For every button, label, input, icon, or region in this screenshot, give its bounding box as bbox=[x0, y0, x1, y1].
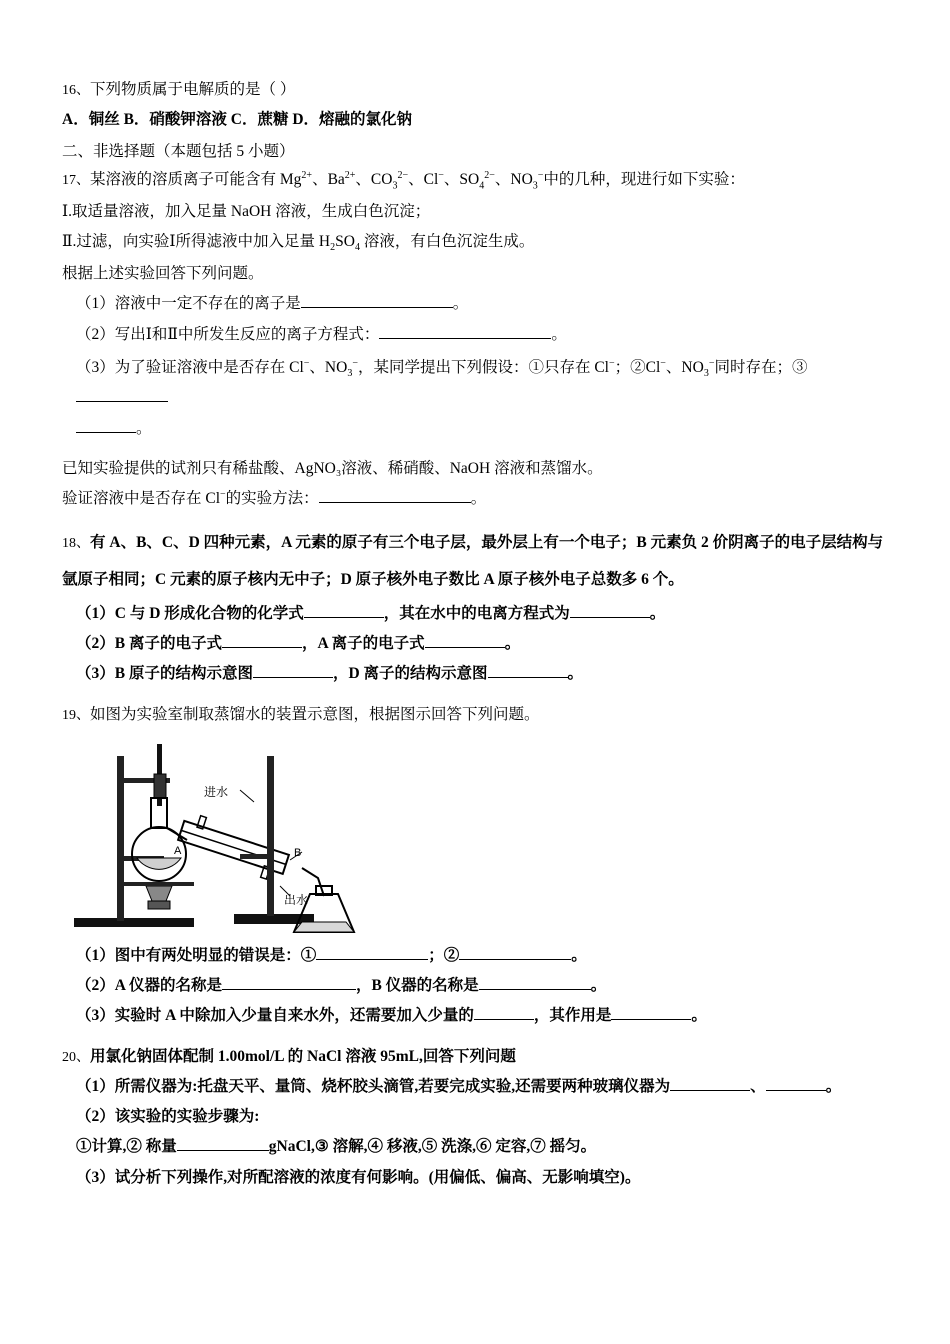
q17-stem-f: 、NO bbox=[494, 170, 533, 188]
q17-sub-no3c: 3 bbox=[703, 367, 709, 379]
answer-blank[interactable] bbox=[304, 617, 384, 618]
q20-item1-a: （1）所需仪器为:托盘天平、量筒、烧杯胶头滴管,若要完成实验,还需要两种玻璃仪器为 bbox=[76, 1077, 671, 1095]
q17-item3-d: ；②Cl bbox=[614, 358, 661, 376]
answer-blank[interactable] bbox=[425, 647, 505, 648]
q17-item3-e: 、NO bbox=[665, 358, 704, 376]
answer-blank[interactable] bbox=[611, 1019, 691, 1020]
q17-item4-end: 。 bbox=[470, 490, 487, 508]
q19-item2-a: （2）A 仪器的名称是 bbox=[76, 977, 222, 995]
q17-sub-so4b: 4 bbox=[354, 242, 360, 254]
q16-stem: 下列物质属于电解质的是（ ） bbox=[90, 81, 296, 98]
q17-stem-d: 、Cl bbox=[408, 170, 439, 188]
q17-item1-end: 。 bbox=[452, 295, 469, 313]
answer-blank[interactable] bbox=[670, 1090, 750, 1091]
answer-blank[interactable] bbox=[177, 1150, 269, 1151]
q18-stem-1: 有 A、B、C、D 四种元素，A 元素的原子有三个电子层，最外层上有一个电子；B 元素负 2 价阴离子的电子层结构与 bbox=[90, 533, 884, 551]
q17-item3-b: 、NO bbox=[309, 358, 348, 376]
q17-sup-cl4: − bbox=[660, 357, 666, 369]
question-19 bbox=[62, 703, 894, 1028]
q18-stem-line1 bbox=[62, 528, 894, 558]
q17-sup-cl2: − bbox=[303, 357, 310, 369]
q17-sup-cl5: − bbox=[220, 489, 226, 501]
q17-item3-line bbox=[76, 353, 894, 444]
q17-sub-no3: 3 bbox=[532, 179, 538, 191]
q20-stem: 用氯化钠固体配制 1.00mol/L 的 NaCl 溶液 95mL,回答下列问题 bbox=[90, 1047, 516, 1065]
q16-options: A．铜丝 B．硝酸钾溶液 C．蔗糖 D．熔融的氯化钠 bbox=[62, 111, 413, 129]
q17-sup-no3b: − bbox=[352, 357, 358, 369]
q18-item3-end: 。 bbox=[567, 665, 584, 683]
q20-item2: （2）该实验的实验步骤为: bbox=[76, 1108, 260, 1126]
q20-item3: （3）试分析下列操作,对所配溶液的浓度有何影响。(用偏低、偏高、无影响填空)。 bbox=[76, 1168, 641, 1186]
q17-item1-line bbox=[76, 292, 894, 315]
page-content bbox=[62, 78, 894, 1196]
q18-item2-a: （2）B 离子的电子式 bbox=[76, 635, 222, 653]
q18-item1-end: 。 bbox=[649, 604, 666, 622]
q18-item3-a: （3）B 原子的结构示意图 bbox=[76, 665, 253, 683]
answer-blank[interactable] bbox=[379, 338, 551, 339]
q17-item2: （2）写出Ⅰ和Ⅱ中所发生反应的离子方程式： bbox=[76, 325, 380, 343]
q17-sup-cl3: − bbox=[608, 357, 615, 369]
q16-stem-line bbox=[62, 78, 894, 101]
q18-item2-end: 。 bbox=[504, 635, 521, 653]
q17-stem-b: 、Ba bbox=[312, 170, 345, 188]
q17-item4-b: 的实验方法： bbox=[225, 490, 319, 508]
q16-number: 16、 bbox=[62, 83, 90, 98]
q18-item1-b: ，其在水中的电离方程式为 bbox=[383, 604, 570, 622]
q17-sup-no3c: − bbox=[708, 357, 715, 369]
distillation-apparatus-figure bbox=[62, 736, 894, 936]
svg-text:进水: 进水 bbox=[204, 784, 229, 799]
q19-stem-line bbox=[62, 703, 894, 726]
q19-item3-a: （3）实验时 A 中除加入少量自来水外，还需要加入少量的 bbox=[76, 1007, 474, 1025]
q17-item2-end: 。 bbox=[551, 325, 567, 343]
q19-item1-end: 。 bbox=[571, 946, 587, 964]
svg-text:A: A bbox=[174, 844, 182, 857]
q18-item2-line bbox=[76, 632, 894, 655]
q17-item3-a: （3）为了验证溶液中是否存在 Cl bbox=[76, 358, 304, 376]
q18-stem-line2: 氩原子相同；C 元素的原子核内无中子；D 原子核外电子数比 A 原子核外电子总数多 6 个。 bbox=[62, 570, 684, 588]
answer-blank[interactable] bbox=[488, 677, 568, 678]
svg-text:出水: 出水 bbox=[284, 892, 309, 907]
answer-blank[interactable] bbox=[222, 647, 302, 648]
q19-item3-b: ，其作用是 bbox=[533, 1007, 612, 1025]
q17-stem-c: 、CO bbox=[355, 170, 393, 188]
q19-item1-line bbox=[76, 944, 894, 967]
q19-item2-end: 。 bbox=[590, 977, 607, 995]
q17-sup-co3: 2− bbox=[397, 169, 409, 181]
q17-stem-a: 某溶液的溶质离子可能含有 Mg bbox=[90, 170, 302, 188]
q17-step1: Ⅰ.取适量溶液，加入足量 NaOH 溶液，生成白色沉淀； bbox=[62, 202, 431, 220]
q17-step2-a: Ⅱ.过滤，向实验Ⅰ所得滤液中加入足量 H bbox=[62, 233, 331, 250]
q17-sup-so4: 2− bbox=[484, 169, 495, 181]
q17-item2-line bbox=[76, 323, 894, 346]
q17-sup-no3: − bbox=[537, 169, 544, 181]
question-20 bbox=[62, 1045, 894, 1189]
q20-item1-b: 、 bbox=[750, 1077, 766, 1095]
q20-stem-line bbox=[62, 1045, 894, 1068]
q17-note: 已知实验提供的试剂只有稀盐酸、AgNO₃溶液、稀硝酸、NaOH 溶液和蒸馏水。 bbox=[62, 459, 603, 477]
answer-blank[interactable] bbox=[766, 1090, 826, 1091]
q17-item3-f: 同时存在；③ bbox=[714, 358, 808, 376]
q17-sup-mg: 2+ bbox=[301, 169, 313, 181]
q17-stem-e: 、SO bbox=[443, 170, 480, 188]
q20-item2-steps-line bbox=[76, 1135, 894, 1158]
q17-item4-a: 验证溶液中是否存在 Cl bbox=[62, 490, 221, 508]
q19-item1-b: ；② bbox=[428, 946, 460, 964]
answer-blank[interactable] bbox=[570, 617, 650, 618]
q20-steps-b: gNaCl,③ 溶解,④ 移液,⑤ 洗涤,⑥ 定容,⑦ 摇匀。 bbox=[268, 1138, 597, 1156]
q20-steps-a: ①计算,② 称量 bbox=[76, 1138, 177, 1156]
q17-item1: （1）溶液中一定不存在的离子是 bbox=[76, 295, 301, 313]
answer-blank[interactable] bbox=[459, 959, 571, 960]
q19-stem: 如图为实验室制取蒸馏水的装置示意图，根据图示回答下列问题。 bbox=[90, 705, 540, 723]
q19-number: 19、 bbox=[62, 707, 90, 723]
q19-item2-line bbox=[76, 974, 894, 997]
q18-item3-b: ，D 离子的结构示意图 bbox=[332, 665, 488, 683]
q17-sub-so4: 4 bbox=[479, 179, 485, 191]
question-16 bbox=[62, 78, 894, 132]
answer-blank[interactable] bbox=[301, 307, 453, 308]
svg-text:B: B bbox=[294, 846, 302, 859]
q18-item1-line bbox=[76, 602, 894, 625]
q17-item3-g: 。 bbox=[136, 419, 152, 437]
answer-blank[interactable] bbox=[222, 989, 356, 990]
q19-item3-end: 。 bbox=[691, 1007, 707, 1025]
q17-step2-c: 溶液，有白色沉淀生成。 bbox=[359, 233, 535, 250]
answer-blank[interactable] bbox=[319, 502, 471, 503]
q17-sup-ba: 2+ bbox=[344, 169, 356, 181]
answer-blank[interactable] bbox=[479, 989, 591, 990]
section-2-heading: 二、非选择题（本题包括 5 小题） bbox=[62, 142, 295, 160]
q17-stem-g: 中的几种，现进行如下实验： bbox=[543, 170, 745, 188]
q17-step2-line bbox=[62, 230, 894, 255]
q17-sub-h2: 2 bbox=[330, 242, 336, 254]
answer-blank[interactable] bbox=[76, 432, 136, 433]
q19-item1-a: （1）图中有两处明显的错误是：① bbox=[76, 946, 317, 964]
q17-number: 17、 bbox=[62, 172, 90, 188]
q18-item2-b: ，A 离子的电子式 bbox=[301, 635, 425, 653]
answer-blank[interactable] bbox=[253, 677, 333, 678]
q17-sub-no3b: 3 bbox=[347, 367, 353, 379]
answer-blank[interactable] bbox=[474, 1019, 534, 1020]
q19-item3-line bbox=[76, 1004, 894, 1027]
q17-sub-co3: 3 bbox=[392, 179, 398, 191]
q17-step2-b: SO bbox=[335, 233, 355, 250]
answer-blank[interactable] bbox=[316, 959, 428, 960]
q18-item3-line bbox=[76, 662, 894, 685]
q17-stem-line bbox=[62, 168, 894, 193]
answer-blank[interactable] bbox=[76, 401, 168, 402]
question-18 bbox=[62, 528, 894, 686]
q20-item1-end: 。 bbox=[825, 1077, 842, 1095]
q17-sup-cl: − bbox=[438, 169, 444, 181]
q18-item1-a: （1）C 与 D 形成化合物的化学式 bbox=[76, 604, 304, 622]
q17-lead: 根据上述实验回答下列问题。 bbox=[62, 265, 264, 283]
q19-item2-b: ，B 仪器的名称是 bbox=[355, 977, 479, 995]
q18-number: 18、 bbox=[62, 535, 90, 551]
distillation-diagram-svg bbox=[62, 736, 482, 936]
q20-number: 20、 bbox=[62, 1049, 90, 1065]
q17-item4-line bbox=[62, 487, 894, 510]
question-17 bbox=[62, 168, 894, 511]
q17-item3-c: ，某同学提出下列假设：①只存在 Cl bbox=[357, 358, 609, 376]
q20-item1-line bbox=[76, 1075, 894, 1098]
